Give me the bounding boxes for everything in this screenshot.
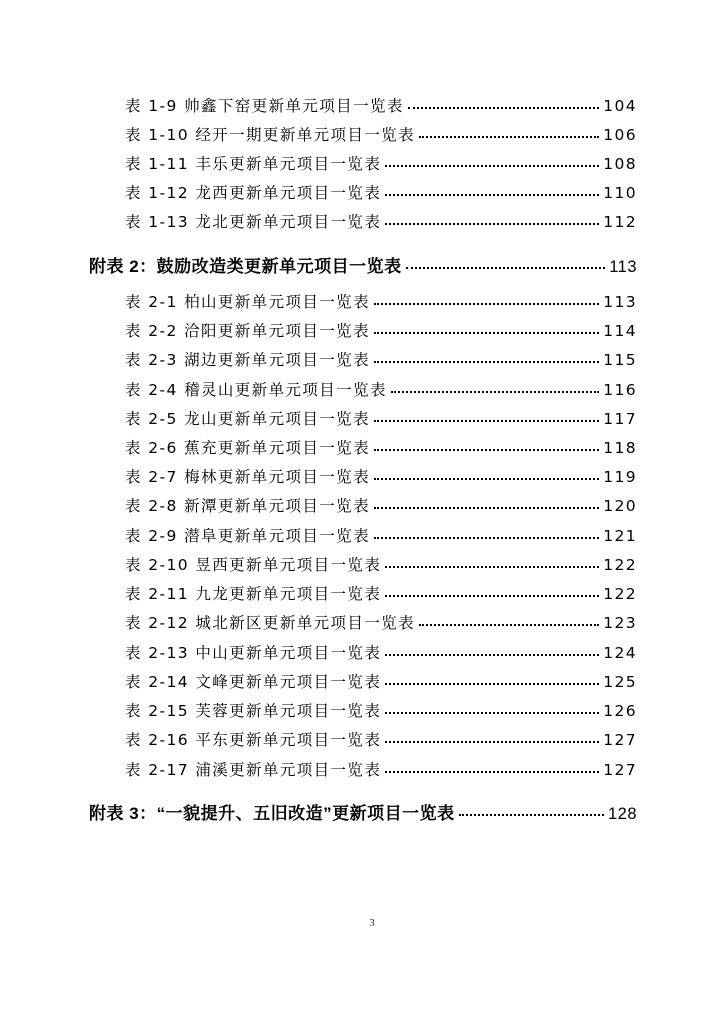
toc-entry-title: 表 2-17 浦溪更新单元项目一览表 [125,761,382,779]
toc-entry[interactable] [125,210,637,232]
dot-leader [374,496,599,512]
toc-entry-page: 117 [603,410,637,428]
dot-leader [374,350,599,366]
toc-entry-page: 106 [603,126,637,144]
dot-leader [391,380,599,396]
dot-leader [419,613,599,629]
toc-entry-page: 108 [603,155,637,173]
toc-entry-page: 123 [603,614,637,632]
toc-entry-title: 表 2-4 稽灵山更新单元项目一览表 [125,381,387,399]
toc-entry-title: 表 2-9 潜阜更新单元项目一览表 [125,527,370,545]
toc-entry[interactable] [125,611,637,633]
toc-entry-title: 表 2-16 平东更新单元项目一览表 [125,731,382,749]
toc-entry[interactable] [125,494,637,516]
toc-entry-title: 表 1-11 丰乐更新单元项目一览表 [125,155,382,173]
toc-entry-title: 表 1-12 龙西更新单元项目一览表 [125,184,382,202]
toc-entry[interactable] [125,123,637,145]
toc-entry[interactable] [125,378,637,400]
toc-entry-page: 127 [603,761,637,779]
dot-leader [419,125,599,141]
toc-entry-page: 125 [603,673,637,691]
toc-section-title: 附表 2：鼓励改造类更新单元项目一览表 [89,257,402,276]
toc-entry-page: 124 [603,644,637,662]
dot-leader [385,672,599,688]
toc-entry-title: 表 2-5 龙山更新单元项目一览表 [125,410,370,428]
toc-entry-page: 122 [603,556,637,574]
toc-entry-title: 表 2-14 文峰更新单元项目一览表 [125,673,382,691]
toc-entry[interactable] [125,641,637,663]
toc-entry[interactable] [125,553,637,575]
toc-entry-page: 114 [603,322,637,340]
toc-section-entry[interactable] [89,799,637,824]
toc-entry[interactable] [125,181,637,203]
dot-leader [374,292,599,308]
toc-entry-title: 表 1-10 经开一期更新单元项目一览表 [125,126,416,144]
toc-entry-title: 表 2-2 洽阳更新单元项目一览表 [125,322,370,340]
dot-leader [385,701,599,717]
toc-entry[interactable] [125,699,637,721]
toc-entry[interactable] [125,348,637,370]
toc-entry[interactable] [125,582,637,604]
toc-entry[interactable] [125,94,637,116]
toc-section-page: 113 [609,258,637,276]
dot-leader [385,183,599,199]
dot-leader [406,255,606,272]
dot-leader [385,730,599,746]
dot-leader [385,760,599,776]
toc-entry-page: 127 [603,731,637,749]
toc-entry[interactable] [125,319,637,341]
page-number: 3 [369,917,375,929]
toc-entry-title: 表 2-1 柏山更新单元项目一览表 [125,293,370,311]
toc-entry[interactable] [125,465,637,487]
toc-entry-title: 表 2-6 蕉充更新单元项目一览表 [125,439,370,457]
toc-entry[interactable] [125,152,637,174]
toc-section-entry[interactable] [89,252,637,277]
toc-entry[interactable] [125,670,637,692]
toc-entry-page: 115 [603,351,637,369]
dot-leader [459,802,604,819]
toc-entry-page: 110 [603,184,637,202]
toc-entry-title: 表 2-3 湖边更新单元项目一览表 [125,351,370,369]
dot-leader [374,321,599,337]
toc-entry-title: 表 1-13 龙北更新单元项目一览表 [125,213,382,231]
dot-leader [385,584,599,600]
toc-entry[interactable] [125,407,637,429]
toc-entry[interactable] [125,728,637,750]
toc-entry[interactable] [125,436,637,458]
toc-entry-page: 118 [603,439,637,457]
toc-section-page: 128 [607,805,637,823]
toc-entry-page: 126 [603,702,637,720]
toc-entry[interactable] [125,290,637,312]
toc-entry-page: 122 [603,585,637,603]
toc-entry-title: 表 1-9 帅鑫下窑更新单元项目一览表 [125,97,404,115]
toc-entry[interactable] [125,758,637,780]
toc-entry-page: 120 [603,497,637,515]
dot-leader [408,96,599,112]
toc-entry-title: 表 2-10 昱西更新单元项目一览表 [125,556,382,574]
dot-leader [374,409,599,425]
dot-leader [374,526,599,542]
toc-entry-title: 表 2-13 中山更新单元项目一览表 [125,644,382,662]
dot-leader [374,467,599,483]
toc-entry-title: 表 2-8 新潭更新单元项目一览表 [125,497,370,515]
toc-entry-title: 表 2-12 城北新区更新单元项目一览表 [125,614,416,632]
dot-leader [385,555,599,571]
toc-entry-page: 113 [603,293,637,311]
dot-leader [385,154,599,170]
toc-entry[interactable] [125,524,637,546]
toc-entry-page: 112 [603,213,637,231]
toc-entry-page: 116 [603,381,637,399]
dot-leader [374,438,599,454]
toc-entry-page: 119 [603,468,637,486]
dot-leader [385,643,599,659]
toc-entry-title: 表 2-11 九龙更新单元项目一览表 [125,585,382,603]
toc-entry-title: 表 2-15 芙蓉更新单元项目一览表 [125,702,382,720]
dot-leader [385,212,599,228]
toc-section-title: 附表 3：“一貌提升、五旧改造”更新项目一览表 [89,804,455,823]
toc-entry-title: 表 2-7 梅林更新单元项目一览表 [125,468,370,486]
toc-entry-page: 104 [603,97,637,115]
toc-entry-page: 121 [603,527,637,545]
